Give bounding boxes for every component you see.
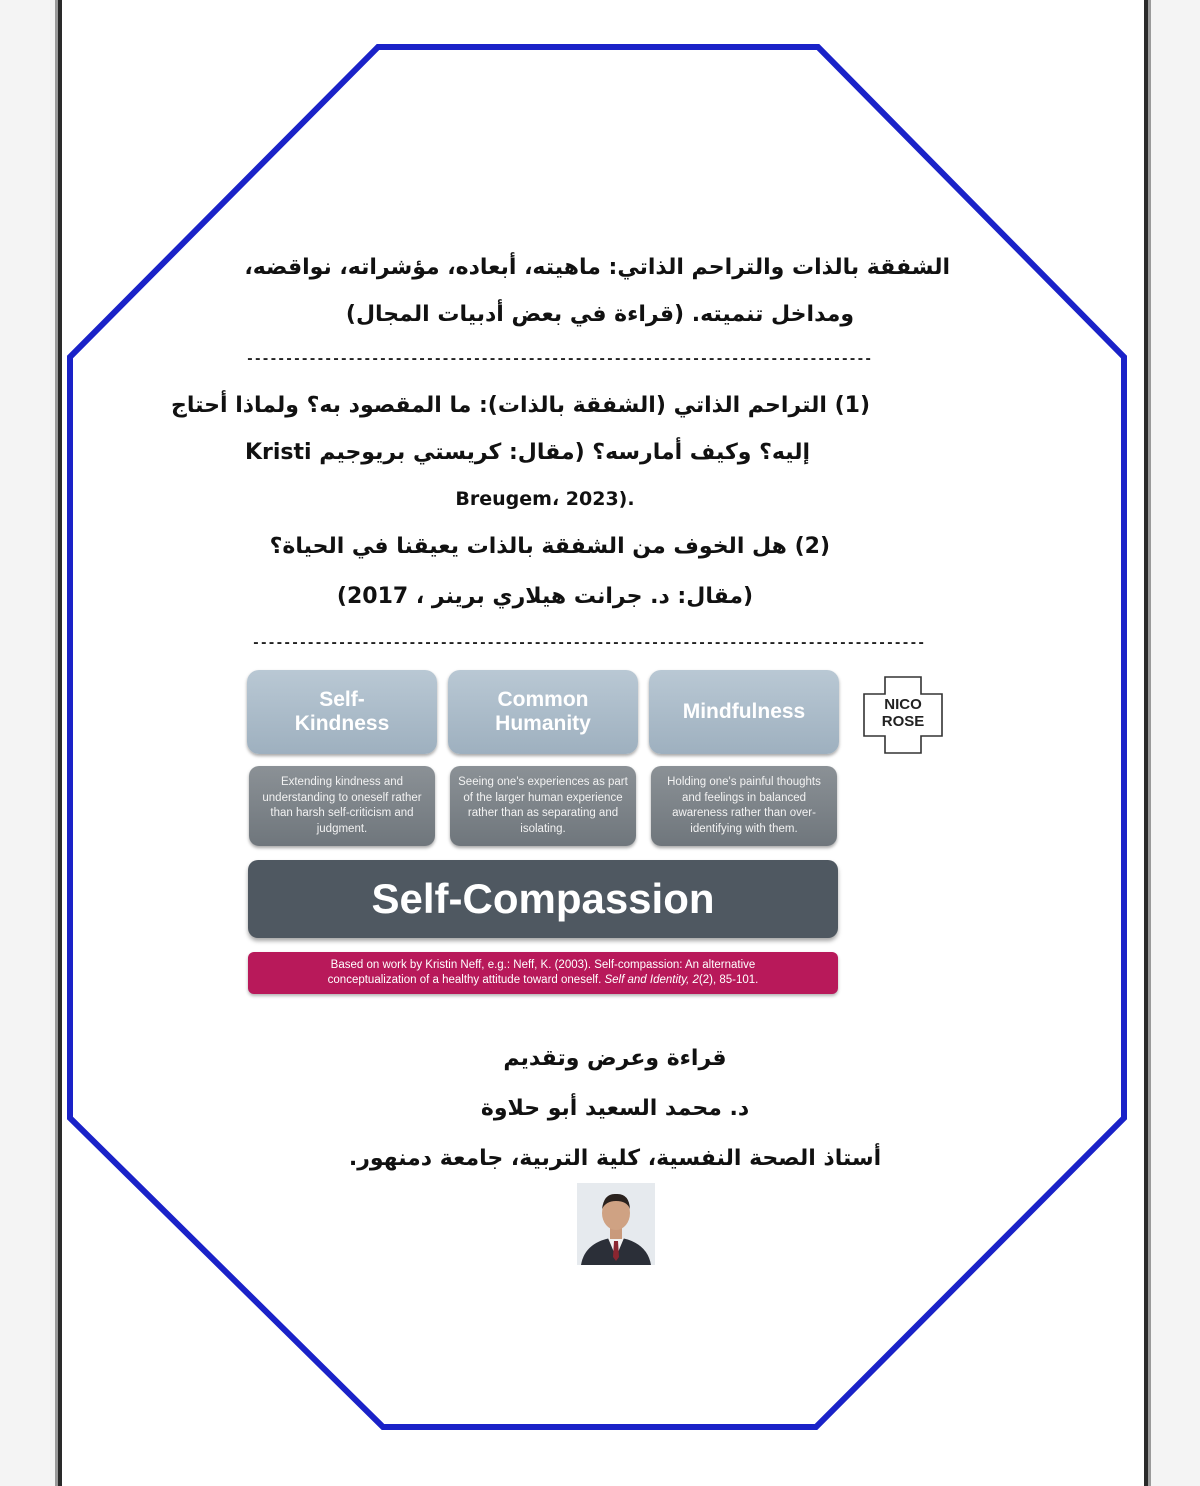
author-line-3: أستاذ الصحة النفسية، كلية التربية، جامعة دمنهور. xyxy=(348,1146,882,1171)
item-2-line-1: (2) هل الخوف من الشفقة بالذات يعيقنا في الحياة؟ xyxy=(269,534,830,559)
citation-line-1: Based on work by Kristin Neff, e.g.: Neff, K. (2003). Self-compassion: An alternative xyxy=(330,959,756,971)
separator-line-2: -------------------------------------------------------------------------------------- xyxy=(252,636,926,651)
author-portrait-icon xyxy=(577,1183,655,1265)
title-line-1: الشفقة بالذات والتراحم الذاتي: ماهيته، أبعاده، مؤشراته، نواقضه، xyxy=(244,255,950,280)
desc-self-kindness: Extending kindness and understanding to oneself rather than harsh self-criticism and judgment. xyxy=(249,766,435,846)
logo-text: NICO ROSE xyxy=(881,696,925,730)
citation-line-2-plain: conceptualization of a healthy attitude toward oneself. xyxy=(327,974,605,986)
item-1-line-1: (1) التراحم الذاتي (الشفقة بالذات): ما المقصود به؟ ولماذا أحتاج xyxy=(171,393,870,418)
citation-line-2 xyxy=(328,973,759,988)
citation-journal: Self and Identity, 2 xyxy=(604,974,699,986)
pillar-mindfulness: Mindfulness xyxy=(649,670,839,754)
author-line-1: قراءة وعرض وتقديم xyxy=(503,1046,727,1071)
pillar-common-humanity: Common Humanity xyxy=(448,670,638,754)
citation-bar xyxy=(248,952,838,994)
title-line-2: ومداخل تنميته. (قراءة في بعض أدبيات المجال) xyxy=(345,302,855,327)
item-2-line-2: (مقال: د. جرانت هيلاري برينر ، 2017) xyxy=(336,584,754,609)
author-line-2: د. محمد السعيد أبو حلاوة xyxy=(480,1096,750,1121)
author-photo xyxy=(577,1183,655,1265)
desc-common-humanity: Seeing one's experiences as part of the larger human experience rather than as separating and isolating. xyxy=(450,766,636,846)
self-compassion-diagram xyxy=(245,670,945,1000)
pillar-self-kindness: Self- Kindness xyxy=(247,670,437,754)
desc-mindfulness: Holding one's painful thoughts and feelings in balanced awareness rather than over-identifying with them. xyxy=(651,766,837,846)
citation-line-2-end: (2), 85-101. xyxy=(698,974,759,986)
separator-line: -------------------------------------------------------------------------------- xyxy=(246,352,873,367)
self-compassion-bar: Self-Compassion xyxy=(248,860,838,938)
item-1-line-2: إليه؟ وكيف أمارسه؟ (مقال: كريستي بريوجيم Kristi xyxy=(244,440,810,465)
item-1-line-3: Breugem، 2023). xyxy=(455,488,635,510)
nico-rose-logo xyxy=(863,676,943,754)
